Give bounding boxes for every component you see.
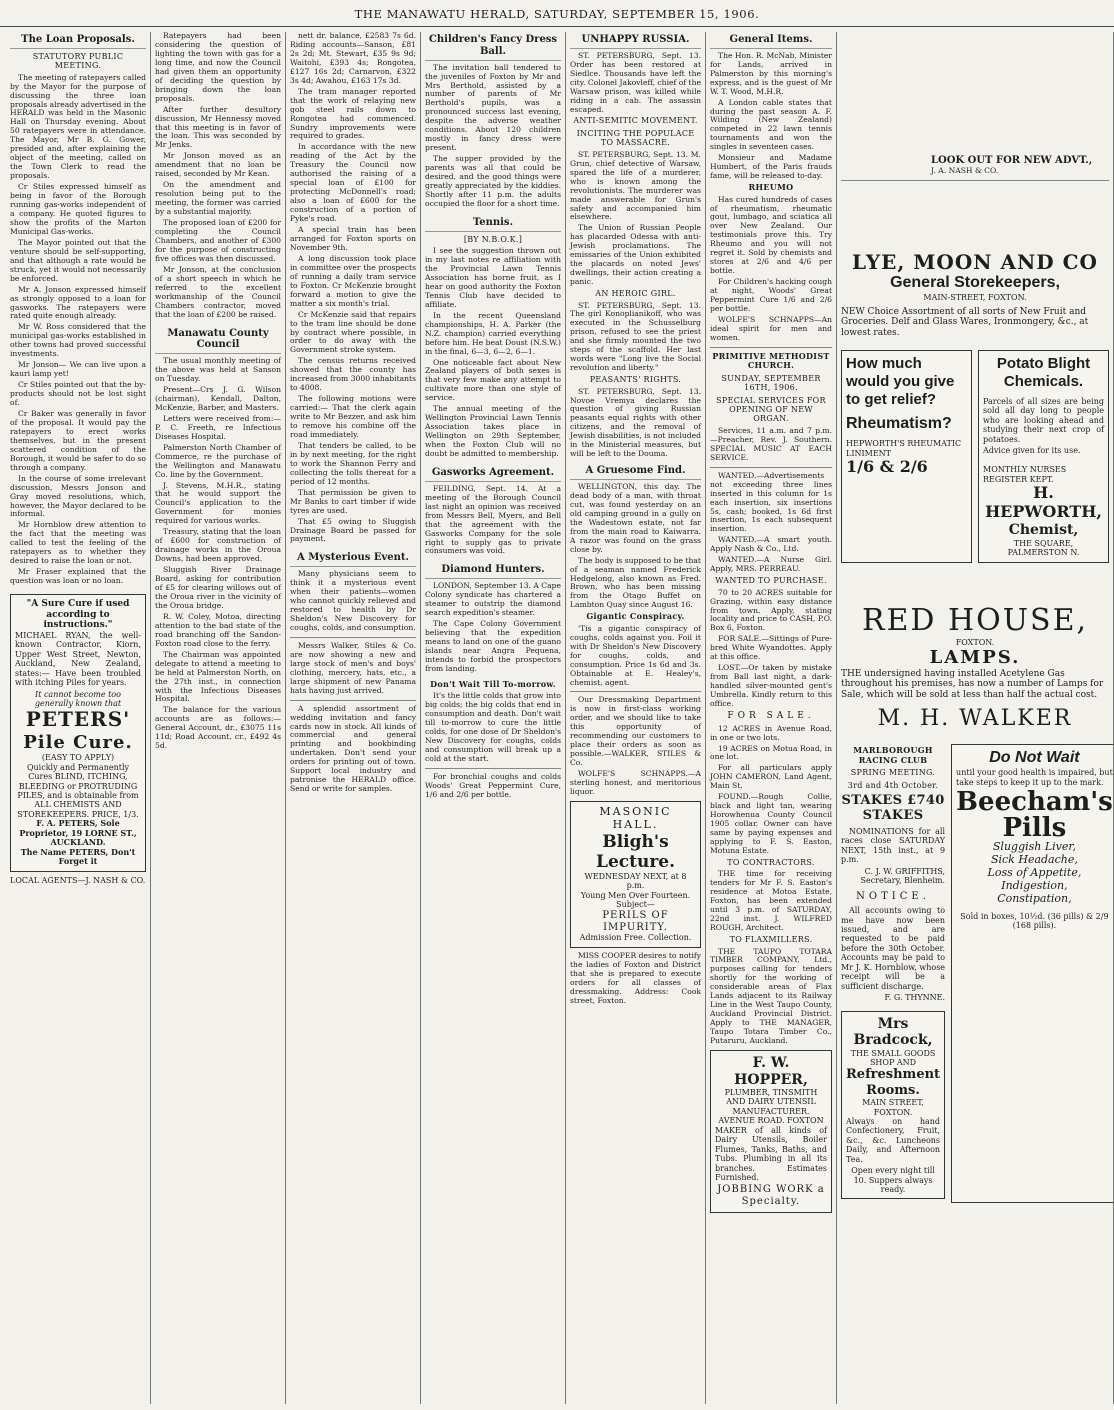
potato-note: Advice given for its use.: [983, 446, 1081, 456]
headline-manawatu-county-council: Manawatu County Council: [155, 328, 281, 355]
refresh: Refreshment Rooms.: [846, 1067, 941, 1098]
flaxmillers-title: TO FLAXMILLERS.: [729, 935, 813, 945]
paragraph: The Mayor pointed out that the venture should be self-supporting, and that although a rate would be struck, yet it would not necessarily be enforced.: [10, 237, 146, 283]
beecham-list4: Indigestion,: [1001, 879, 1068, 892]
paragraph: Monsieur and Madame Humbert, of the Paris frauds fame, will be released to-day.: [710, 153, 832, 181]
racing-dates: 3rd and 4th October.: [847, 780, 939, 790]
paragraph: Messrs Walker, Stiles & Co. are now showing a new and large stock of men's and boys' clothing, mercery, hats, etc., a large shipment of new Panama hats having just arrived.: [290, 640, 416, 695]
paragraph: The tram manager reported that the work of relaying new gob steel rails down to Rongotea had commenced. Sundry improvements were required to grades.: [290, 86, 416, 141]
howmuch: How much would you give to get relief?: [846, 355, 955, 408]
paragraph: Palmerston North Chamber of Commerce, re the purchase of the Wellington and Manawatu Co. line by the Government.: [155, 442, 281, 479]
paragraph: Mr Jonson— We can live upon a kauri lamp yet!: [10, 360, 146, 379]
paragraph: In the recent Queensland championships, H. A. Parker (the N.Z. champion) carried everything before him. He beat Doust (N.S.W.) in the final, 6—3, 6—2, 6—1.: [425, 310, 561, 356]
paragraph: The annual meeting of the Wellington Provincial Lawn Tennis Association takes place in Wellington on 29th September, when the Foxton Club will no doubt be admitted to membership.: [425, 404, 561, 459]
spacer: [841, 32, 1109, 152]
paragraph: 'Tis a gigantic conspiracy of coughs, colds against you. Foil it with Dr Sheldon's New Discovery for coughs, colds, and consumption. Price 1s 6d and 3s. Obtainable at E. Healey's, chemist, agent.: [570, 623, 701, 687]
column-3: [286, 32, 421, 1404]
classified: 12 ACRES in Avenue Road, in one or two lots.: [710, 723, 832, 742]
red-house-ad: [841, 603, 1109, 733]
column-7: [837, 32, 1114, 1404]
paragraph: FEILDING, Sept. 14. At a meeting of the Borough Council last night an opinion was received from Messrs Bell, Myers, and Bell that the agreement with the Gasworks Company for the sole right to supply gas to private consumers was void.: [425, 483, 561, 556]
lye-moon-ad: [841, 251, 1109, 339]
paragraph: In the course of some irrelevant discussion, Messrs Jonson and Gray moved resolutions, which, however, the Mayor declared to be informal.: [10, 473, 146, 519]
paragraph: A London cable states that during the past season A. F. Wilding (New Zealand) competed in 22 lawn tennis tournaments and won the singles in seventeen cases.: [710, 97, 832, 152]
rheumo-title: RHEUMO: [748, 182, 794, 193]
paragraph: LONDON, September 13. A Cape Colony syndicate has chartered a steamer to outstrip the diamond search expedition's steamer.: [425, 581, 561, 618]
paragraph: That £5 owing to Sluggish Drainage Board be passed for payment.: [290, 516, 416, 544]
ad-topic: PERILS OF IMPURITY.: [602, 909, 669, 933]
church-title: PRIMITIVE METHODIST CHURCH.: [712, 350, 830, 371]
classified: WANTED.—Advertisements not exceeding three lines inserted in this column for 1s each insertion, six insertions 5s, cash; booked, 1s 6d first insertion, 1s each subsequent insertion.: [710, 470, 832, 534]
bligh-lecture-ad: [570, 801, 701, 948]
church-special: SPECIAL SERVICES FOR OPENING OF NEW ORGAN.: [716, 395, 826, 424]
beecham-list5: Constipation,: [997, 891, 1072, 905]
cooper-notice: MISS COOPER desires to notify the ladies of Foxton and District that she is prepared to execute orders for all classes of dressmaking. Address: Cook street, Foxton.: [570, 950, 701, 1005]
bradcock-addr: MAIN STREET, FOXTON.: [862, 1098, 924, 1117]
stakes: STAKES £740 STAKES: [841, 793, 945, 824]
paragraph: ST. PETERSBURG, Sept. 13. Order has been restored at Siedlce. Thousands have left the city. Colonel Jakovleff, chief of the Warsaw prison, was killed while riding in a cab. The assassin escaped.: [570, 50, 701, 114]
paragraph: The invitation ball tendered to the juveniles of Foxton by Mr and Mrs Berthold, assisted by a number of parents of Mr Berthold's pupils, was a pronounced success last evening, despite the adverse weather conditions. About 120 children mostly in fancy dress were present.: [425, 62, 561, 153]
hopper-jobbing: JOBBING WORK a Specialty.: [717, 1184, 825, 1208]
ad-when: WEDNESDAY NEXT, at 8 p.m.: [584, 871, 687, 891]
paragraph: After further desultory discussion, Mr Hennessy moved that this meeting is in favor of the loan. This was seconded by Mr Jenks.: [155, 104, 281, 150]
paragraph: ST. PETERSBURG, Sept. 13. M. Grun, chief detective of Warsaw, spared the life of a murderer, who is known among the revolutionists. The murderer was made answerable for Grun's safety and accompanied him elsewhere.: [570, 149, 701, 222]
paragraph: Cr Stiles pointed out that the by-products should not be lost sight of.: [10, 380, 146, 408]
paragraph: It's the little colds that grow into big colds; the big colds that end in consumption and death. Don't wait till to-morrow to cure the little colds, for one dose of Dr Sheldon's New Discovery for coughs, colds and consumption will break up a cold at the start.: [425, 691, 561, 763]
ad-quote: "A Sure Cure if used according to instructions.": [26, 599, 130, 631]
peters-pile-cure-ad: [10, 594, 146, 871]
ad-brand: PETERS': [25, 707, 131, 732]
hepworth-addr: THE SQUARE, PALMERSTON N.: [1007, 538, 1080, 558]
paragraph: Cr Baker was generally in favor of the proposal. It would pay the ratepayers to erect works themselves, but in the present scattered condition of the Borough, it would be safer to do so through a company.: [10, 408, 146, 472]
ad-row-1: [841, 350, 1109, 562]
racing-meeting: SPRING MEETING.: [850, 768, 936, 778]
paragraph: WELLINGTON, this day. The dead body of a man, with throat cut, was found yesterday on an old camping ground in a gully on the Wadestown estate, not far from the main road to Kaiwarra. A razor was found on the grass close by.: [570, 482, 701, 554]
lye-body: NEW Choice Assortment of all sorts of New Fruit and Groceries. Delf and Glass Wares, Ironmongery, &c., at lowest rates.: [841, 306, 1089, 338]
paragraph: Treasury, stating that the loan of £600 for construction of drainage works in the Oroua Downs, had been approved.: [155, 527, 281, 564]
column-6: [706, 32, 837, 1404]
masthead: THE MANAWATU HERALD, SATURDAY, SEPTEMBER 15, 1906.: [0, 8, 1114, 27]
classified: THE TAUPO TOTARA TIMBER COMPANY, Ltd., purposes calling for tenders shortly for the working of considerable areas of Flax Lands adjacent to its Railway Line in the West Taupo County, Auckland Provincial District. Apply to THE MANAGER, Taupo Totara Timber Co., Putaruru, Auckland.: [710, 946, 832, 1046]
beecham-sold: Sold in boxes, 10½d. (36 pills) & 2/9 (168 pills).: [960, 911, 1109, 931]
paragraph: Many physicians seem to think it a mysterious event when their patients—women who cannot quickly relieved and restored to health by Dr Sheldon's New Discovery for coughs, colds, and consumption.: [290, 569, 416, 632]
classified: FOUND.—Rough Collie, black and light tan, wearing Horowhenua County Council 1905 collar. Owner can have same by paying expenses and applying to F. S. Easton, Motuna Estate.: [710, 792, 832, 856]
divider: [570, 691, 701, 692]
paragraph: WOLFE'S SCHNAPPS.—A sterling honest, and meritorious liquor.: [570, 769, 701, 796]
headline-dont-wait: Don't Wait Till To-morrow.: [430, 678, 556, 689]
paragraph: A long discussion took place in committee over the prospects of running a daily tram service to Foxton. Cr McKenzie brought forward a motion to give the matter a six month's trial.: [290, 253, 416, 308]
bradcock-open: Open every night till 10. Suppers always ready.: [851, 1166, 935, 1195]
left-notices: [841, 744, 945, 1203]
ad-body: MICHAEL RYAN, the well-known Contractor, Kiorn, Upper West Street, Newton, Auckland, New Zealand, states:— Have been troubled with itching Piles for years.: [15, 630, 141, 688]
hepworth: H. HEPWORTH,: [985, 483, 1102, 522]
paragraph: The meeting of ratepayers called by the Mayor for the purpose of discussing the three loan proposals already advertised in the HERALD was held in the Masonic Hall on Thursday evening. About 50 ratepayers were in attendance. The Mayor, Mr B. G. Gower, presided and, after explaining the object of the meeting, called on the Town Clerk to read the proposals.: [10, 72, 146, 181]
paragraph: One noticeable fact about New Zealand players of both sexes is that very few make any attempt to cultivate more than one style of service.: [425, 357, 561, 403]
hopper-body: MAKER of all kinds of Dairy Utensils, Boiler Flumes, Tanks, Baths, and Tubs. Plumbing in all its branches. Estimates Furnished.: [715, 1125, 827, 1182]
classified: THE time for receiving tenders for Mr F. S. Easton's residence at Motoa Estate, Foxton, has been extended until 3 p.m. of SATURDAY, 22nd inst. J. WILFRED ROUGH, Architect.: [710, 869, 832, 933]
ad-note: It cannot become too generally known that: [34, 689, 122, 708]
paragraph: On the amendment and resolution being put to the meeting, the former was carried by a substantial majority.: [155, 180, 281, 217]
divider: [710, 347, 832, 348]
column-4: [421, 32, 566, 1404]
thynne: F. G. THYNNE.: [884, 993, 946, 1003]
chemist: Chemist,: [1008, 522, 1079, 539]
subhead: AN HEROIC GIRL.: [595, 289, 676, 299]
paragraph: The proposed loan of £200 for completing the Council Chambers, and another of £300 for the purpose of constructing five offices was then discussed.: [155, 218, 281, 263]
headline-tennis: Tennis.: [425, 217, 561, 232]
paragraph: WOLFE'S SCHNAPPS—An ideal spirit for men and women.: [710, 314, 832, 342]
hopper-ad: [710, 1050, 832, 1213]
church-date: SUNDAY, SEPTEMBER 16TH, 1906.: [721, 373, 821, 393]
headline-unhappy-russia: UNHAPPY RUSSIA.: [570, 34, 701, 49]
griffiths: C. J. W. GRIFFITHS, Secretary, Blenheim.: [860, 866, 946, 885]
paragraph: nett dr. balance, £2583 7s 6d. Riding accounts—Sanson, £81 2s 2d; Mt. Stewart, £35 9s 9d; Waitohi, £393 4s; Rongotea, £127 16s 2d; Carnarvon, £322 3s 4d; Awahou, £163 17s 3d.: [290, 32, 416, 85]
lookout-text: LOOK OUT FOR NEW ADVT.,: [931, 155, 1093, 166]
paragraph: Services, 11 a.m. and 7 p.m.—Preacher, Rev. J. Southern. SPECIAL MUSIC AT EACH SERVICE.: [710, 425, 832, 462]
paragraph: The usual monthly meeting of the above was held at Sanson on Tuesday.: [155, 356, 281, 384]
paragraph: The Chairman was appointed delegate to attend a meeting to be held at Palmerston North, on the 27th inst., in connection with the Infectious Diseases Hospital.: [155, 649, 281, 704]
paragraph: Mr Hornblow drew attention to the fact that the meeting was called to test the feeling of the ratepayers as to whether they desired to raise the loan or not.: [10, 520, 146, 566]
classified: 70 to 20 ACRES suitable for Grazing, within easy distance from town. Apply, stating locality and price to CASH, P.O. Box 6, Foxton.: [710, 587, 832, 633]
potato-ad: [978, 350, 1109, 562]
lye-sub: General Storekeepers,: [890, 274, 1060, 292]
red-house: RED HOUSE,: [861, 602, 1089, 638]
divider: [710, 467, 832, 468]
rheumatism: Rheumatism?: [846, 414, 952, 432]
bradcock-sub: THE SMALL GOODS SHOP AND: [850, 1048, 936, 1068]
classified: LOST.—Or taken by mistake from Ball last night, a dark-handled silver-mounted gent's Umbrella. Kindly return to this office.: [710, 663, 832, 709]
bradcock-body: Always on hand Confectionery, Fruit, &c., &c. Luncheons Daily, and Afternoon Tea.: [846, 1116, 941, 1164]
local-agents: LOCAL AGENTS—J. NASH & CO.: [10, 875, 146, 885]
contractors-title: TO CONTRACTORS.: [727, 857, 815, 867]
paragraph: The supper provided by the parents was all that could be desired, and the good things were greatly appreciated by the kiddies. Shortly after 11 p.m. the adults occupied the floor for a short time.: [425, 154, 561, 208]
paragraph: The census returns received showed that the county has increased from 3000 inhabitants to 4008.: [290, 356, 416, 393]
paragraph: R. W. Coley, Motoa, directing attention to the bad state of the road branching off the Sandon-Foxton road close to the ferry.: [155, 611, 281, 648]
divider: [290, 637, 416, 638]
lamps-body: THE undersigned having installed Acetylene Gas throughout his premises, has now a number of Lamps for Sale, which will be sold at less than half the actual cost.: [841, 668, 1104, 700]
paragraph: The Union of Russian People has placarded Odessa with anti-Jewish proclamations. The emissaries of the Union exhibited the placards on noted Jews' dwellings, their action creating a panic.: [570, 223, 701, 287]
subhead: ANTI-SEMITIC MOVEMENT.: [573, 116, 698, 126]
ad-subject: Subject—: [616, 900, 655, 910]
divider: [425, 768, 561, 769]
hopper-title: F. W. HOPPER,: [734, 1055, 808, 1088]
nominations: NOMINATIONS for all races close SATURDAY NEXT, 15th inst., at 9 p.m.: [841, 826, 946, 865]
ad-row-2: [841, 744, 1113, 1203]
byline: [BY N.B.O.K.]: [463, 234, 523, 244]
lye-addr: MAIN-STREET, FOXTON.: [923, 293, 1027, 303]
paragraph: The body is supposed to be that of a seaman named Frederick Hedgelong, also known as Fred. Brown, who has been missing from the Otago Buffet on Lambton Quay since August 16.: [570, 555, 701, 610]
headline-gasworks-agreement: Gasworks Agreement.: [425, 467, 561, 482]
paragraph: The Cape Colony Government believing that the expedition means to land on one of the guano islands near Angra Pequena, intends to forbid the prospectors from landing.: [425, 619, 561, 673]
donotwait: Do Not Wait: [989, 749, 1080, 767]
classified: WANTED.—A smart youth. Apply Nash & Co., Ltd.: [710, 535, 832, 554]
potato-title: Potato Blight Chemicals.: [996, 355, 1091, 391]
column-2: [151, 32, 286, 1404]
ad-admission: Admission Free. Collection.: [579, 933, 692, 943]
paragraph: Cr Stiles expressed himself as being in favor of the Borough running gas-works independent of a company. He quoted figures to show the profits of the Marton Municipal Gas-works.: [10, 182, 146, 236]
monthly: MONTHLY NURSES REGISTER KEPT.: [983, 465, 1067, 484]
headline-mysterious-event: A Mysterious Event.: [290, 552, 416, 567]
ad-maker: F. A. PETERS, Sole Proprietor, 19 LORNE ST., AUCKLAND.: [19, 818, 137, 848]
rheumatism-ad: [841, 350, 972, 562]
hepworth-liniment: HEPWORTH'S RHEUMATIC LINIMENT: [846, 439, 962, 458]
subhead: PEASANTS' RIGHTS.: [589, 375, 682, 385]
red-foxton: FOXTON.: [955, 637, 995, 647]
paragraph: The Hon. R. McNab, Minister for Lands, arrived in Palmerston by this morning's express, and is the guest of Mr W. T. Wood, M.H.R.: [710, 50, 832, 96]
paragraph: Ratepayers had been considering the question of lighting the town with gas for a long time, and now the Council had given them an opportunity of deciding the question by bringing down the loan proposals.: [155, 32, 281, 103]
beecham-brand: Beecham's Pills: [956, 787, 1113, 844]
divider: [290, 700, 416, 701]
paragraph: Present—Crs J. G. Wilson (chairman), Kendall, Dalton, McKenzie, Barber, and Masters.: [155, 385, 281, 412]
divider: [841, 180, 1109, 181]
classified: For all particulars apply JOHN CAMERON, Land Agent, Main St.: [710, 763, 832, 791]
paragraph: Mr A. Jonson expressed himself as strongly opposed to a loan for gasworks. The ratepayers were rated quite enough already.: [10, 284, 146, 321]
paragraph: In accordance with the new reading of the Act by the Treasury the Council now authorised the raising of a special loan of £100 for protecting McDonnell's road; also a loan of £600 for the construction of a portion of Pyke's road.: [290, 142, 416, 224]
subhead-statutory: STATUTORY PUBLIC MEETING.: [32, 51, 124, 71]
hopper-trade: PLUMBER, TINSMITH AND DAIRY UTENSIL MANUFACTURER.: [724, 1088, 818, 1116]
for-sale-title: FOR SALE.: [727, 711, 815, 722]
lamps: LAMPS.: [929, 647, 1021, 669]
paragraph: Sluggish River Drainage Board, asking for contribution of £5 for clearing willows out of the Oroua river in the vicinity of the Oroua bridge.: [155, 565, 281, 610]
subhead: INCITING THE POPULACE TO MASSACRE.: [576, 128, 695, 148]
wanted-purchase-title: WANTED TO PURCHASE.: [715, 576, 827, 586]
beecham-list1: Sluggish Liver,: [992, 840, 1076, 854]
headline-gigantic-conspiracy: Gigantic Conspiracy.: [586, 611, 685, 622]
paragraph: A special train has been arranged for Foxton sports on November 9th.: [290, 225, 416, 252]
classified: FOR SALE.—Sittings of Pure-bred White Wyandottes. Apply at this office.: [710, 634, 832, 662]
price: 1/6 & 2/6: [846, 457, 928, 477]
classified: 19 ACRES on Motua Road, in one lot.: [710, 743, 832, 762]
walker: M. H. WALKER: [877, 706, 1073, 732]
ad-title: Bligh's Lecture.: [595, 831, 676, 872]
headline-general-items: General Items.: [710, 34, 832, 49]
paragraph: Mr W. Ross considered that the municipal gas-works established in other towns had proved successful investments.: [10, 322, 146, 359]
nash-text: J. A. NASH & CO.: [931, 165, 999, 175]
ad-lines: Quickly and Permanently Cures BLIND, ITCHING, BLEEDING or PROTRUDING PILES, and is obtainable from ALL CHEMISTS AND STOREKEEPERS. PRICE, 1/3.: [17, 762, 139, 819]
paragraph: ST. PETERSBURG, Sept. 13. Novoe Vremya declares the question of giving Russian peasants equal rights with other citizens, and the removal of Jewish disabilities, is not included in the Ministerial measures, but will be left to the Douma.: [570, 386, 702, 459]
paragraph: ST. PETERSBURG, Sept. 13. The girl Konoplianikoff, who was executed in the Schusselburg prison, refused to see the priest and she firmly mounted the two steps of the scaffold. Her last words were "Long live the Social revolution and liberty.": [570, 300, 701, 373]
lye-title: LYE, MOON AND CO: [852, 249, 1098, 274]
beecham-list2: Sick Headache,: [990, 853, 1078, 867]
notice-body: All accounts owing to me have now been issued, and are requested to be paid before the 30th October. Accounts may be paid to Mr J. K. Hornblow, whose receipt will be a sufficient discharge.: [841, 906, 946, 991]
lookout-ad: [931, 155, 1109, 176]
bradcock-ad: [841, 1011, 945, 1200]
classified: WANTED.—A Nurse Girl. Apply, MRS. PERREAU.: [710, 555, 832, 574]
racing-title: MARLBOROUGH RACING CLUB: [853, 745, 933, 765]
paragraph: The balance for the various accounts are as follows:—General Account, dr., £3075 11s 11d; Road Account, cr., £492 4s 5d.: [155, 705, 281, 751]
paragraph: Has cured hundreds of cases of rheumatism, rheumatic gout, lumbago, and sciatica all over New Zealand. Our testimonials prove this. Try Rheumo and you will not regret it. Sold by chemists and stores at 2/6 and 4/6 per bottle.: [710, 194, 832, 276]
paragraph: Cr McKenzie said that repairs to the tram line should be done by contract where possible, in order to do away with the Government stroke system.: [290, 309, 416, 355]
ad-who: Young Men Over Fourteen.: [580, 890, 691, 900]
paragraph: J. Stevens, M.H.R., stating that he would support the Council's application to the Government for monies required for various works.: [155, 480, 281, 526]
paragraph: The following motions were carried:— That the clerk again write to Mr Bezzer, and ask him to remove his combine off the road immediately.: [290, 394, 416, 439]
headline-fancy-dress-ball: Children's Fancy Dress Ball.: [425, 34, 561, 61]
paragraph: Letters were received from:— P. C. Freeth, re Infectious Diseases Hospital.: [155, 413, 281, 441]
paragraph: That tenders be called, to be in by next meeting, for the right to work the Shannon Ferry and collecting the tolls thereat for a period of 12 months.: [290, 440, 416, 486]
paragraph: I see the suggestion thrown out in my last notes re affiliation with the Provincial Lawn Tennis Association has borne fruit, as I hear on good authority the Foxton Tennis Club have decided to affiliate.: [425, 246, 561, 309]
paragraph: For Children's hacking cough at night, Woods' Great Peppermint Cure 1/6 and 2/6 per bottle.: [710, 277, 832, 314]
paragraph: Mr Jonson, at the conclusion of a short speech in which he referred to the excellent workmanship of the Council Chambers contractor, moved that the loan of £200 be raised.: [155, 264, 281, 319]
beecham-ad: [951, 744, 1114, 1203]
ad-easy: (EASY TO APPLY): [41, 753, 115, 763]
paragraph: Our Dressmaking Department is now in first-class working order, and we should like to take this opportunity of recommending our customers to place their orders as soon as possible.—WALKER, STILES & Co.: [570, 695, 701, 768]
ad-tag: The Name PETERS, Don't Forget it: [20, 846, 136, 867]
hopper-addr: AVENUE ROAD. FOXTON: [718, 1116, 824, 1126]
bradcock: Mrs Bradcock,: [853, 1015, 933, 1049]
column-5: [566, 32, 706, 1404]
headline-gruesome-find: A Gruesome Find.: [570, 465, 701, 480]
column-1: [6, 32, 151, 1404]
paragraph: Mr Fraser explained that the question was loan or no loan.: [10, 567, 146, 586]
potato-body: Parcels of all sizes are being sold all day long to people who are looking ahead and studying their next crop of potatoes.: [983, 396, 1104, 444]
paragraph: Mr Jonson moved as an amendment that no loan be raised, seconded by Mr Kean.: [155, 151, 281, 179]
notice-title: NOTICE.: [856, 891, 930, 903]
paragraph: A splendid assortment of wedding invitation and fancy cards now in stock. All kinds of commercial and general printing and bookbinding undertaken. Don't send your orders for printing out of town. Support local industry and patronise the HERALD office. Send or write for samples.: [290, 703, 416, 794]
ad-masonic: MASONIC HALL.: [599, 804, 672, 831]
paragraph: For bronchial coughs and colds Woods' Great Peppermint Cure, 1/6 and 2/6 per bottle.: [425, 771, 561, 799]
beecham-lead: until your good health is impaired, but take steps to keep it up to the mark.: [956, 768, 1113, 787]
ad-product: Pile Cure.: [23, 732, 133, 754]
paragraph: That permission be given to Mr Banks to cart timber if wide tyres are used.: [290, 487, 416, 515]
beecham-list3: Loss of Appetite,: [987, 866, 1082, 880]
headline-diamond-hunters: Diamond Hunters.: [425, 564, 561, 579]
headline-loan-proposals: The Loan Proposals.: [10, 34, 146, 49]
